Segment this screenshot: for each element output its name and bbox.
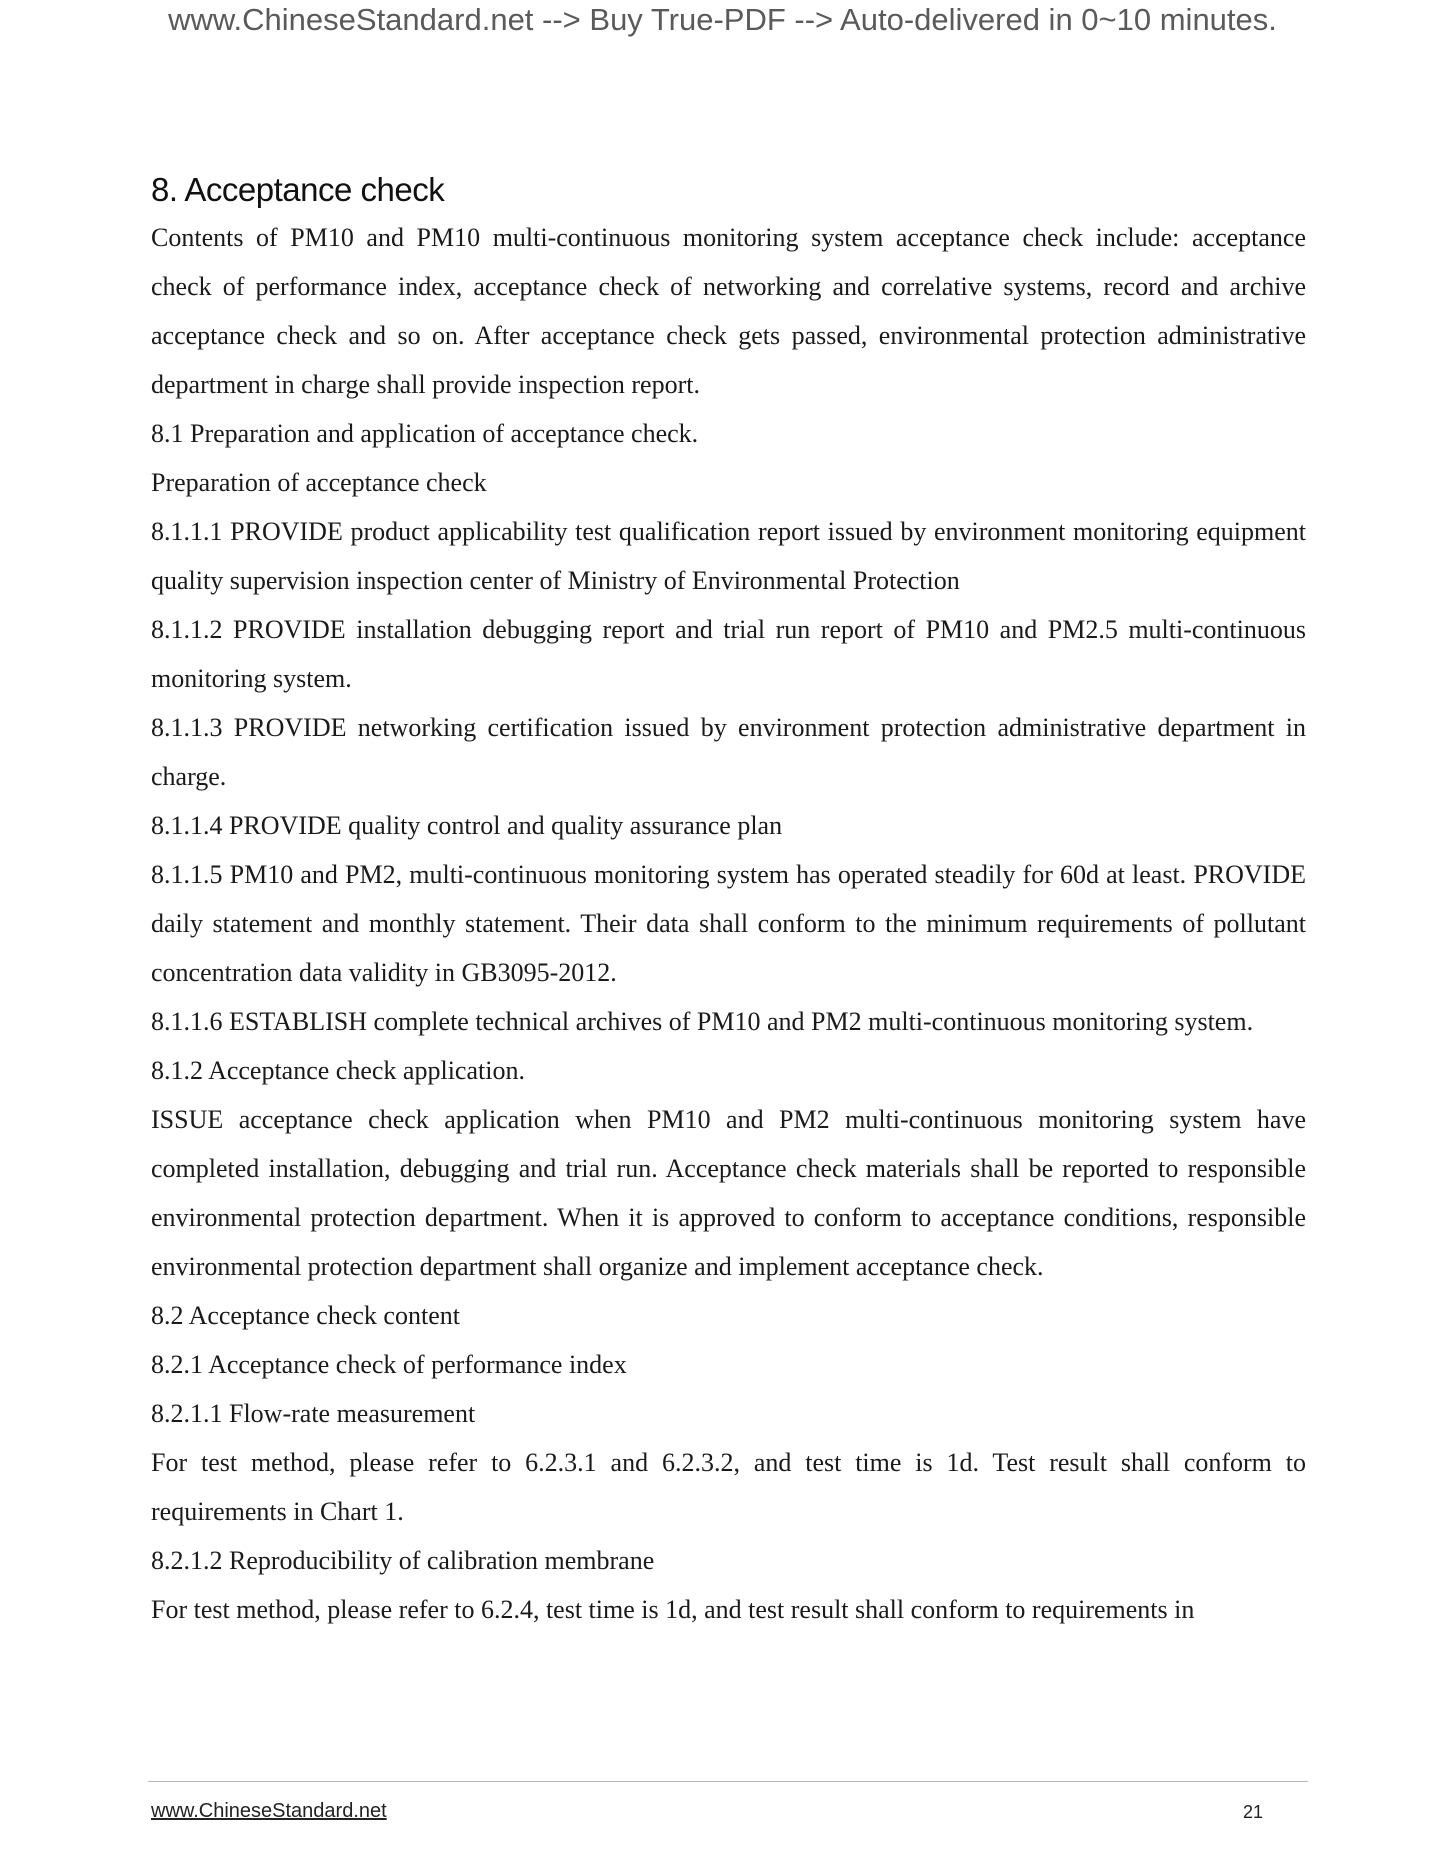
flow-rate-paragraph: For test method, please refer to 6.2.3.1 and 6.2.3.2, and test time is 1d. Test result shall conform to requirements in Chart 1. bbox=[151, 1448, 1306, 1526]
footer-website-link[interactable]: www.ChineseStandard.net bbox=[151, 1800, 387, 1822]
subsection-8-2: 8.2 Acceptance check content bbox=[151, 1301, 460, 1330]
clause-8-1-1-6: 8.1.1.6 ESTABLISH complete technical archives of PM10 and PM2 multi-continuous monitoring system. bbox=[151, 1007, 1254, 1036]
clause-8-1-1-4: 8.1.1.4 PROVIDE quality control and quality assurance plan bbox=[151, 811, 783, 840]
clause-8-2-1-2: 8.2.1.2 Reproducibility of calibration membrane bbox=[151, 1546, 655, 1575]
issue-paragraph: ISSUE acceptance check application when PM10 and PM2 multi-continuous monitoring system have completed installation, debugging and trial run. Acceptance check materials shall be reported to responsible environmental protection department. When it is approved to conform to acceptance conditions, responsible environmental protection department shall organize and implement acceptance check. bbox=[151, 1105, 1306, 1281]
footer-divider bbox=[148, 1781, 1308, 1782]
subsection-8-1-2: 8.1.2 Acceptance check application. bbox=[151, 1056, 525, 1085]
clause-8-2-1-1: 8.2.1.1 Flow-rate measurement bbox=[151, 1399, 476, 1428]
clause-8-1-1-3: 8.1.1.3 PROVIDE networking certification issued by environment protection administrative department in charge. bbox=[151, 713, 1306, 791]
reproducibility-paragraph: For test method, please refer to 6.2.4, test time is 1d, and test result shall conform to requirements in bbox=[151, 1595, 1195, 1624]
subsection-8-1: 8.1 Preparation and application of acceptance check. bbox=[151, 419, 699, 448]
subsection-8-2-1: 8.2.1 Acceptance check of performance index bbox=[151, 1350, 627, 1379]
top-banner: www.ChineseStandard.net --> Buy True-PDF --> Auto-delivered in 0~10 minutes. bbox=[168, 2, 1277, 37]
section-title: 8. Acceptance check bbox=[151, 171, 445, 208]
clause-8-1-1-2: 8.1.1.2 PROVIDE installation debugging report and trial run report of PM10 and PM2.5 multi-continuous monitoring system. bbox=[151, 615, 1306, 693]
page-number: 21 bbox=[1243, 1802, 1264, 1822]
clause-8-1-1-5: 8.1.1.5 PM10 and PM2, multi-continuous monitoring system has operated steadily for 60d at least. PROVIDE daily statement and monthly statement. Their data shall conform to the minimum requirements of pollutant concentration data validity in GB3095-2012. bbox=[151, 860, 1306, 987]
intro-paragraph: Contents of PM10 and PM10 multi-continuous monitoring system acceptance check include: acceptance check of performance index, acceptance check of networking and correlative systems, record and archive acceptance check and so on. After acceptance check gets passed, environmental protection administrative department in charge shall provide inspection report. bbox=[151, 223, 1306, 399]
preparation-heading: Preparation of acceptance check bbox=[151, 468, 487, 497]
clause-8-1-1-1: 8.1.1.1 PROVIDE product applicability test qualification report issued by environment monitoring equipment quality supervision inspection center of Ministry of Environmental Protection bbox=[151, 517, 1306, 595]
document-body bbox=[151, 166, 1306, 1634]
